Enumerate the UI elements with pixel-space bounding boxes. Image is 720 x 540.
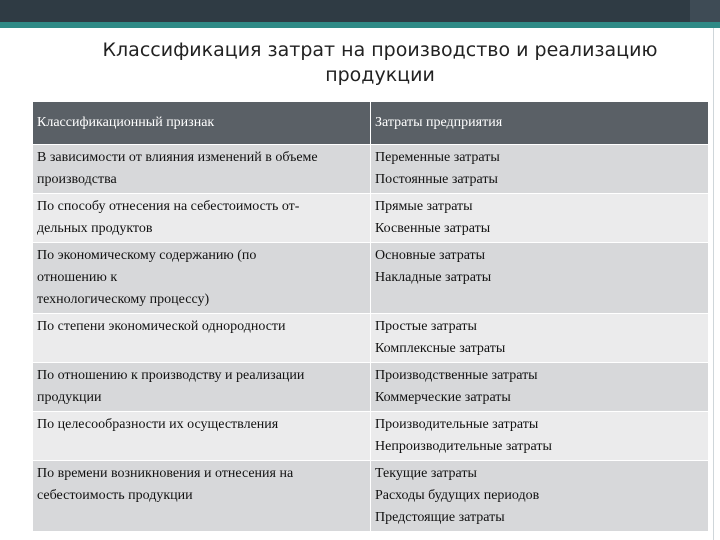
criterion-text: По времени возникновения и отнесения на <box>37 466 294 481</box>
slide-right-border <box>713 28 720 540</box>
costs-cell <box>371 412 709 461</box>
table-row <box>33 412 709 461</box>
costs-cell <box>371 194 709 243</box>
criterion-text: По способу отнесения на себестоимость от- <box>37 199 300 214</box>
criterion-cell <box>33 145 371 194</box>
cost-type-text: Предстоящие затраты <box>375 510 505 525</box>
slide-corner-block <box>690 0 720 22</box>
criterion-text: технологическому процессу) <box>37 292 210 307</box>
cost-type-text: Накладные затраты <box>375 270 492 285</box>
criterion-text: По степени экономической однородности <box>37 319 286 334</box>
cost-type-text: Расходы будущих периодов <box>375 488 540 503</box>
table-body <box>33 145 709 532</box>
criterion-text: По целесообразности их осуществления <box>37 417 279 432</box>
cost-type-text: Переменные затраты <box>375 150 500 165</box>
criterion-cell <box>33 363 371 412</box>
slide-top-bar <box>0 0 720 22</box>
cost-type-text: Простые затраты <box>375 319 477 334</box>
costs-cell <box>371 145 709 194</box>
criterion-cell <box>33 461 371 532</box>
criterion-cell <box>33 314 371 363</box>
criterion-cell <box>33 412 371 461</box>
criterion-text: дельных продуктов <box>37 221 153 236</box>
cost-type-text: Непроизводительные затраты <box>375 439 552 454</box>
table-header-row <box>33 102 709 145</box>
cost-type-text: Косвенные затраты <box>375 221 491 236</box>
table-row <box>33 363 709 412</box>
cost-type-text: Комплексные затраты <box>375 341 506 356</box>
costs-cell <box>371 461 709 532</box>
table-row <box>33 314 709 363</box>
cost-type-text: Постоянные затраты <box>375 172 498 187</box>
criterion-text: себестоимость продукции <box>37 488 193 503</box>
criterion-text: По экономическому содержанию (по <box>37 248 257 263</box>
table-row <box>33 194 709 243</box>
table-row <box>33 461 709 532</box>
criterion-cell <box>33 194 371 243</box>
cost-type-text: Основные затраты <box>375 248 486 263</box>
slide-title: Классификация затрат на производство и реализацию продукции <box>102 39 658 86</box>
costs-cell <box>371 243 709 314</box>
cost-type-text: Производительные затраты <box>375 417 539 432</box>
criterion-text: производства <box>37 172 117 187</box>
header-criterion: Классификационный признак <box>33 102 371 145</box>
costs-cell <box>371 314 709 363</box>
criterion-text: отношению к <box>37 270 118 285</box>
cost-type-text: Коммерческие затраты <box>375 390 511 405</box>
header-costs: Затраты предприятия <box>371 102 709 145</box>
cost-type-text: Текущие затраты <box>375 466 477 481</box>
costs-cell <box>371 363 709 412</box>
cost-type-text: Прямые затраты <box>375 199 473 214</box>
cost-type-text: Производственные затраты <box>375 368 538 383</box>
table-row <box>33 243 709 314</box>
criterion-text: продукции <box>37 390 102 405</box>
cost-classification-table <box>32 101 709 532</box>
table-row <box>33 145 709 194</box>
criterion-text: В зависимости от влияния изменений в объеме <box>37 150 318 165</box>
criterion-text: По отношению к производству и реализации <box>37 368 305 383</box>
slide-accent-stripe <box>0 22 720 28</box>
criterion-cell <box>33 243 371 314</box>
